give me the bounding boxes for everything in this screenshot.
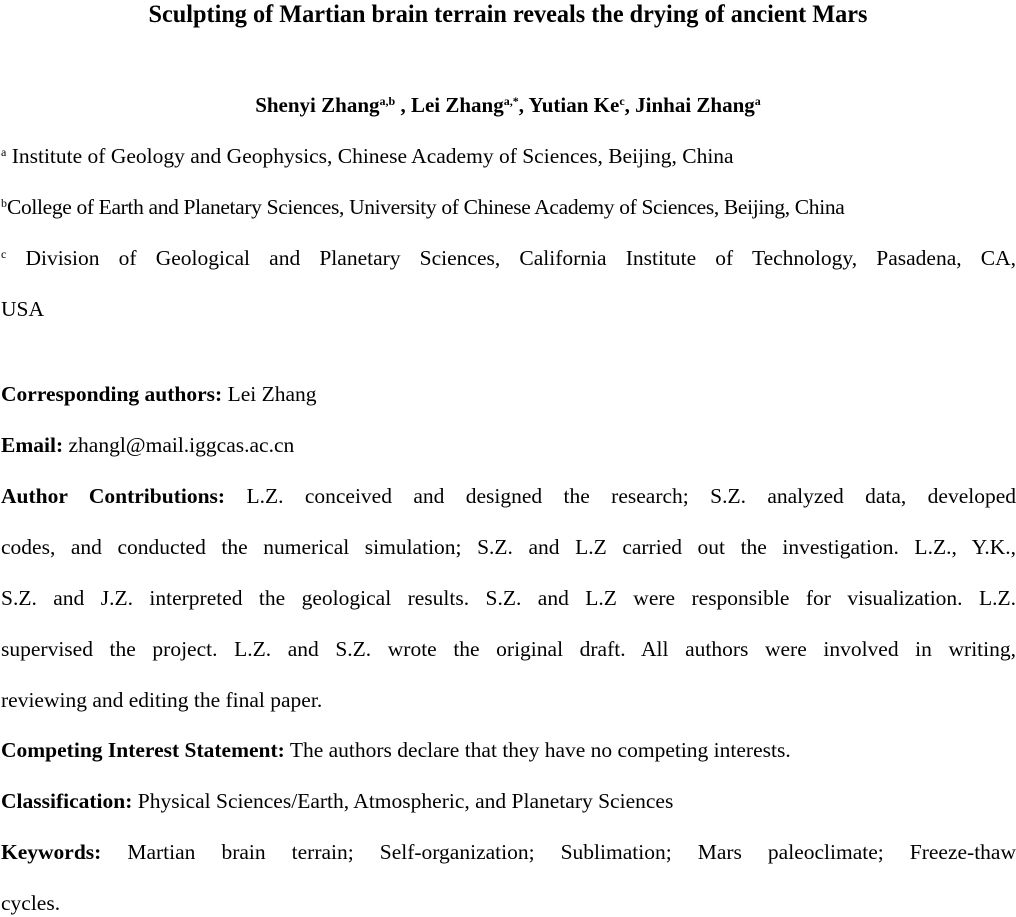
keywords-text: Martian brain terrain; Self-organization; Sublimation; Mars paleoclimate; Freeze-thaw <box>101 840 1016 864</box>
affiliation-text: Division of Geological and Planetary Sciences, California Institute of Technology, Pasadena, CA, <box>6 246 1016 270</box>
author-affiliation-mark: c <box>619 94 625 108</box>
email <box>1 432 1016 458</box>
author-name: Lei Zhang <box>410 93 504 117</box>
affiliation-b <box>1 194 1016 220</box>
email-label: Email: <box>1 433 64 457</box>
author-list <box>0 92 1016 118</box>
competing-interest <box>1 737 1016 763</box>
author-affiliation-mark: a <box>754 94 761 108</box>
author-separator: , <box>395 93 411 117</box>
affiliation-mark: b <box>1 196 7 210</box>
affiliation-text: Institute of Geology and Geophysics, Chinese Academy of Sciences, Beijing, China <box>6 144 734 168</box>
contributions-label: Author Contributions: <box>1 484 226 508</box>
keywords-line-1 <box>1 839 1016 865</box>
author-separator: , <box>624 93 636 117</box>
affiliation-c <box>1 245 1016 271</box>
author-name: Yutian Ke <box>528 93 620 117</box>
contributions-line-3: S.Z. and J.Z. interpreted the geological results. S.Z. and L.Z were responsible for visualization. L.Z. <box>1 586 1016 610</box>
contributions-text: L.Z. conceived and designed the research; S.Z. analyzed data, developed <box>225 484 1016 508</box>
author-affiliation-mark: a,b <box>379 94 396 108</box>
author-separator: , <box>518 93 529 117</box>
classification-value: Physical Sciences/Earth, Atmospheric, and Planetary Sciences <box>132 789 674 813</box>
corresponding-value: Lei Zhang <box>222 382 317 406</box>
corresponding-label: Corresponding authors: <box>1 382 223 406</box>
contributions-line-5: reviewing and editing the final paper. <box>1 688 323 712</box>
contributions-line-2: codes, and conducted the numerical simulation; S.Z. and L.Z carried out the investigation. L.Z., Y.K., <box>1 535 1016 559</box>
author-affiliation-mark: a,* <box>503 94 519 108</box>
competing-label: Competing Interest Statement: <box>1 738 285 762</box>
email-link[interactable]: zhangl@mail.iggcas.ac.cn <box>63 433 295 457</box>
affiliation-mark: a <box>1 145 7 159</box>
keywords-label: Keywords: <box>1 840 102 864</box>
author-name: Shenyi Zhang <box>255 93 380 117</box>
contributions-line-1 <box>1 483 1016 509</box>
classification-label: Classification: <box>1 789 133 813</box>
author-name: Jinhai Zhang <box>635 93 755 117</box>
affiliation-text: College of Earth and Planetary Sciences, University of Chinese Academy of Sciences, Beijing, China <box>7 195 845 219</box>
corresponding-authors <box>1 381 1016 407</box>
competing-value: The authors declare that they have no competing interests. <box>284 738 791 762</box>
keywords-line-2: cycles. <box>1 891 61 915</box>
paper-title: Sculpting of Martian brain terrain reveals the drying of ancient Mars <box>148 1 868 28</box>
affiliation-c-continued: USA <box>1 297 45 321</box>
affiliation-a <box>1 143 1016 169</box>
contributions-line-4: supervised the project. L.Z. and S.Z. wrote the original draft. All authors were involved in writing, <box>1 637 1016 661</box>
classification <box>1 788 1016 814</box>
affiliation-mark: c <box>1 247 7 261</box>
